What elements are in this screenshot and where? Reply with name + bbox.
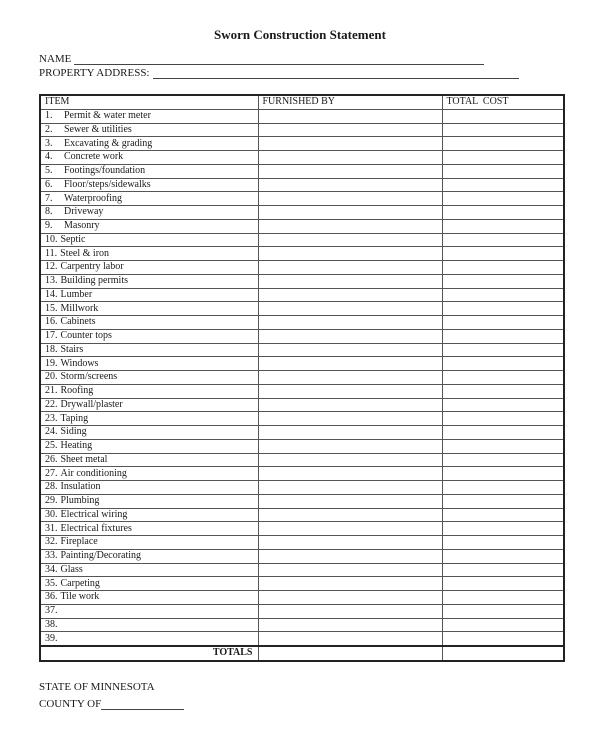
item-number: 11. [45,247,58,259]
item-cell [40,329,258,343]
furnished-by-cell[interactable] [258,632,442,646]
table-row [40,494,564,508]
furnished-by-cell[interactable] [258,316,442,330]
item-cell [40,426,258,440]
item-label: Floor/steps/sidewalks [64,178,151,190]
item-number: 35. [45,577,58,589]
furnished-by-cell[interactable] [258,577,442,591]
table-row [40,412,564,426]
item-number: 13. [45,275,58,287]
table-row [40,343,564,357]
total-cost-cell[interactable] [442,123,564,137]
item-number: 23. [45,412,58,424]
item-label: Fireplace [60,536,98,548]
furnished-by-cell[interactable] [258,371,442,385]
table-row [40,137,564,151]
total-cost-cell[interactable] [442,316,564,330]
table-row [40,481,564,495]
county-field[interactable] [101,700,184,710]
total-cost-cell[interactable] [442,577,564,591]
furnished-by-cell[interactable] [258,453,442,467]
table-row [40,357,564,371]
total-cost-cell[interactable] [442,618,564,632]
item-number: 25. [45,440,58,452]
item-number: 18. [45,343,58,355]
total-cost-cell[interactable] [442,109,564,123]
item-label: Air conditioning [60,467,127,479]
furnished-by-cell[interactable] [258,233,442,247]
totals-label: TOTALS [40,646,258,661]
state-label: STATE OF MINNESOTA [39,681,155,693]
furnished-by-cell[interactable] [258,151,442,165]
table-row [40,192,564,206]
table-row [40,123,564,137]
totals-cost-cell[interactable] [442,646,564,661]
total-cost-cell[interactable] [442,274,564,288]
total-cost-cell[interactable] [442,178,564,192]
item-number: 29. [45,495,58,507]
item-cell [40,632,258,646]
item-cell [40,439,258,453]
furnished-by-cell[interactable] [258,563,442,577]
item-label: Electrical wiring [60,508,128,520]
totals-furnished-by-cell[interactable] [258,646,442,661]
table-row [40,549,564,563]
item-cell [40,192,258,206]
furnished-by-cell[interactable] [258,206,442,220]
table-row [40,508,564,522]
item-number: 34. [45,563,58,575]
furnished-by-cell[interactable] [258,247,442,261]
item-cell [40,494,258,508]
item-number: 32. [45,536,58,548]
total-cost-cell[interactable] [442,563,564,577]
item-label: Glass [60,563,83,575]
item-label: Storm/screens [60,371,118,383]
total-cost-cell[interactable] [442,261,564,275]
table-row [40,219,564,233]
county-field-row [39,698,184,710]
item-cell [40,178,258,192]
item-number: 8. [45,206,53,218]
item-number: 6. [45,178,53,190]
total-cost-cell[interactable] [442,494,564,508]
total-cost-cell[interactable] [442,206,564,220]
item-label: Plumbing [60,495,100,507]
item-cell [40,123,258,137]
furnished-by-cell[interactable] [258,261,442,275]
item-label: Siding [60,426,87,438]
item-number: 22. [45,398,58,410]
table-row [40,563,564,577]
item-cell [40,604,258,618]
table-row [40,591,564,605]
item-cell [40,522,258,536]
item-label: Septic [60,233,86,245]
name-field-row [39,53,484,65]
address-field-row [39,67,519,79]
item-number: 3. [45,137,53,149]
item-cell [40,481,258,495]
table-row [40,398,564,412]
item-cell [40,316,258,330]
name-field[interactable] [74,55,484,65]
item-label: Sheet metal [60,453,108,465]
item-cell [40,591,258,605]
table-row [40,522,564,536]
table-row [40,178,564,192]
item-label: Carpentry labor [60,261,124,273]
table-row [40,302,564,316]
document-title: Sworn Construction Statement [214,27,386,42]
item-label: Windows [60,357,99,369]
item-label: Roofing [60,385,94,397]
furnished-by-cell[interactable] [258,412,442,426]
item-label: Building permits [60,275,128,287]
item-cell [40,357,258,371]
item-number: 9. [45,220,53,232]
furnished-by-cell[interactable] [258,357,442,371]
name-label: NAME [39,53,72,65]
item-number: 4. [45,151,53,163]
total-cost-cell[interactable] [442,343,564,357]
item-label: Tile work [60,591,100,603]
item-number: 2. [45,123,53,135]
furnished-by-cell[interactable] [258,164,442,178]
item-label: Steel & iron [60,247,110,259]
total-cost-cell[interactable] [442,288,564,302]
total-cost-cell[interactable] [442,604,564,618]
total-cost-cell[interactable] [442,384,564,398]
item-cell [40,288,258,302]
table-row [40,604,564,618]
furnished-by-cell[interactable] [258,178,442,192]
table-row [40,618,564,632]
total-cost-cell[interactable] [442,247,564,261]
furnished-by-cell[interactable] [258,536,442,550]
item-cell [40,453,258,467]
item-cell [40,536,258,550]
furnished-by-cell[interactable] [258,288,442,302]
furnished-by-cell[interactable] [258,467,442,481]
item-label: Driveway [64,206,104,218]
table-row [40,261,564,275]
item-cell [40,233,258,247]
item-label: Millwork [60,302,99,314]
table-row [40,247,564,261]
table-row [40,371,564,385]
total-cost-cell[interactable] [442,412,564,426]
furnished-by-cell[interactable] [258,398,442,412]
item-label: Insulation [60,481,101,493]
table-row [40,288,564,302]
item-cell [40,508,258,522]
item-number: 20. [45,371,58,383]
total-cost-cell[interactable] [442,453,564,467]
item-label: Masonry [64,220,100,232]
item-cell [40,109,258,123]
item-label: Painting/Decorating [60,550,142,562]
total-cost-cell[interactable] [442,219,564,233]
item-label: Electrical fixtures [60,522,132,534]
furnished-by-cell[interactable] [258,591,442,605]
item-cell [40,412,258,426]
item-label: Drywall/plaster [60,398,123,410]
total-cost-cell[interactable] [442,371,564,385]
item-number: 17. [45,330,58,342]
item-number: 15. [45,302,58,314]
total-cost-cell[interactable] [442,398,564,412]
furnished-by-cell[interactable] [258,618,442,632]
totals-row [40,646,564,661]
item-label: Counter tops [60,330,112,342]
furnished-by-cell[interactable] [258,439,442,453]
item-label: Lumber [60,288,93,300]
item-number: 5. [45,165,53,177]
item-cell [40,618,258,632]
item-number: 24. [45,426,58,438]
item-cell [40,261,258,275]
total-cost-cell[interactable] [442,329,564,343]
total-cost-cell[interactable] [442,522,564,536]
table-row [40,206,564,220]
table-row [40,467,564,481]
item-label: Footings/foundation [64,165,146,177]
item-number: 39. [45,632,58,644]
furnished-by-cell[interactable] [258,343,442,357]
total-cost-cell[interactable] [442,549,564,563]
table-row [40,577,564,591]
total-cost-cell[interactable] [442,357,564,371]
furnished-by-cell[interactable] [258,604,442,618]
item-cell [40,302,258,316]
item-number: 16. [45,316,58,328]
total-cost-cell[interactable] [442,302,564,316]
total-cost-cell[interactable] [442,467,564,481]
furnished-by-cell[interactable] [258,109,442,123]
total-cost-cell[interactable] [442,164,564,178]
total-cost-cell[interactable] [442,151,564,165]
address-label: PROPERTY ADDRESS: [39,67,150,79]
item-label: Cabinets [60,316,96,328]
furnished-by-cell[interactable] [258,123,442,137]
furnished-by-cell[interactable] [258,549,442,563]
item-number: 28. [45,481,58,493]
item-cell [40,164,258,178]
item-label: Taping [60,412,89,424]
item-cell [40,549,258,563]
item-number: 38. [45,618,58,630]
item-number: 31. [45,522,58,534]
item-cell [40,398,258,412]
table-row [40,536,564,550]
furnished-by-cell[interactable] [258,481,442,495]
item-label: Excavating & grading [64,137,153,149]
item-number: 7. [45,192,53,204]
total-cost-cell[interactable] [442,481,564,495]
item-label: Stairs [60,343,84,355]
item-cell [40,577,258,591]
item-number: 27. [45,467,58,479]
item-cell [40,371,258,385]
item-cell [40,151,258,165]
total-cost-cell[interactable] [442,137,564,151]
total-cost-cell[interactable] [442,192,564,206]
furnished-by-cell[interactable] [258,426,442,440]
item-cell [40,274,258,288]
furnished-by-cell[interactable] [258,302,442,316]
item-number: 10. [45,233,58,245]
item-number: 12. [45,261,58,273]
furnished-by-cell[interactable] [258,137,442,151]
item-label: Waterproofing [64,192,123,204]
furnished-by-cell[interactable] [258,274,442,288]
table-row [40,384,564,398]
item-cell [40,206,258,220]
item-number: 37. [45,605,58,617]
construction-items-table [39,94,565,662]
item-cell [40,343,258,357]
furnished-by-cell[interactable] [258,384,442,398]
item-number: 21. [45,385,58,397]
furnished-by-cell[interactable] [258,508,442,522]
table-row [40,164,564,178]
table-row [40,439,564,453]
item-cell [40,384,258,398]
table-row [40,109,564,123]
item-number: 1. [45,110,53,122]
table-row [40,316,564,330]
item-label: Heating [60,440,93,452]
table-header-row [40,95,564,109]
item-number: 26. [45,453,58,465]
item-label: Concrete work [64,151,124,163]
item-number: 14. [45,288,58,300]
item-cell [40,219,258,233]
item-cell [40,137,258,151]
furnished-by-cell[interactable] [258,192,442,206]
furnished-by-cell[interactable] [258,219,442,233]
table-row [40,233,564,247]
address-field[interactable] [153,69,519,79]
table-row [40,151,564,165]
total-cost-cell[interactable] [442,426,564,440]
column-header-furnished-by: FURNISHED BY [258,95,442,109]
item-label: Sewer & utilities [64,123,132,135]
county-label: COUNTY OF [39,698,102,710]
total-cost-cell[interactable] [442,233,564,247]
table-row [40,453,564,467]
column-header-item: ITEM [40,95,258,109]
table-row [40,426,564,440]
total-cost-cell[interactable] [442,536,564,550]
column-header-total-cost: TOTAL COST [442,95,564,109]
table-row [40,274,564,288]
total-cost-cell[interactable] [442,508,564,522]
furnished-by-cell[interactable] [258,494,442,508]
total-cost-cell[interactable] [442,632,564,646]
item-label: Permit & water meter [64,110,151,122]
item-number: 19. [45,357,58,369]
item-number: 30. [45,508,58,520]
furnished-by-cell[interactable] [258,329,442,343]
total-cost-cell[interactable] [442,591,564,605]
table-row [40,632,564,646]
item-label: Carpeting [60,577,100,589]
item-cell [40,563,258,577]
item-cell [40,247,258,261]
item-number: 33. [45,550,58,562]
item-cell [40,467,258,481]
total-cost-cell[interactable] [442,439,564,453]
furnished-by-cell[interactable] [258,522,442,536]
item-number: 36. [45,591,58,603]
table-row [40,329,564,343]
